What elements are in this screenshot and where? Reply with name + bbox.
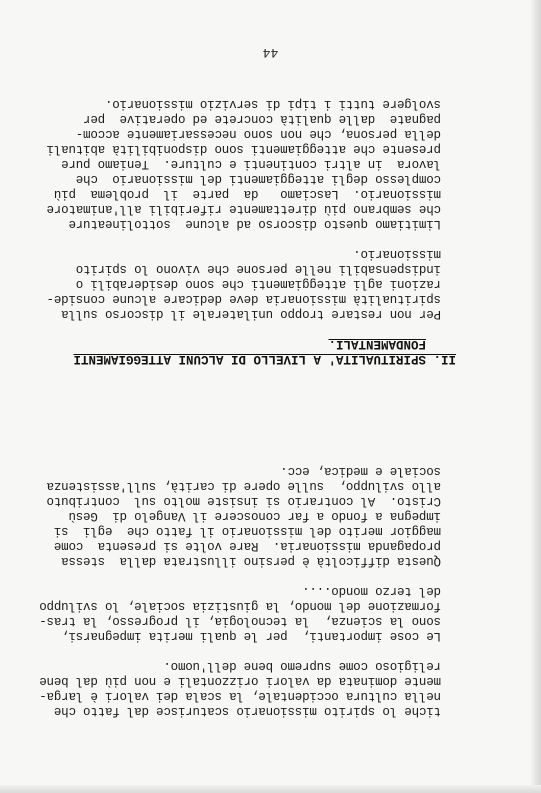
text-line: Le cose importanti, per le quali merita impegnarsi, bbox=[61, 629, 441, 643]
text-line: complesso degli atteggiamenti del missionario che bbox=[75, 172, 441, 186]
text-line: presente che atteggiamenti sono disponibilità abituali bbox=[46, 142, 441, 156]
text-line bbox=[61, 231, 441, 246]
text-line: Cristo. Al contrario si insiste molto sul contributo bbox=[46, 494, 441, 508]
text-line: nella cultura occidentale, la scala dei valori è larga- bbox=[39, 689, 441, 703]
text-line: razioni agli atteggiamenti che sono desiderabili o bbox=[75, 277, 441, 291]
text-line: religioso come supremo bene dell'uomo. bbox=[163, 659, 441, 673]
text-line: del terzo mondo.... bbox=[302, 584, 441, 598]
section-one-text bbox=[39, 463, 441, 718]
text-line: indispensabili nelle persone che vivono lo spirito bbox=[75, 262, 441, 276]
text-line: missionario. bbox=[353, 247, 441, 261]
section-heading bbox=[56, 336, 456, 366]
text-line: propaganda missionaria. Rare volte si presenta come bbox=[54, 539, 441, 553]
text-line: pagnate dalle qualità concrete ed operative per bbox=[83, 112, 441, 126]
text-line: spiritualità missionaria deve dedicare alcune conside- bbox=[46, 292, 441, 306]
text-line: Limitiamo questo discorso ad alcune sottolineature bbox=[68, 217, 441, 231]
text-line: sociale e medica, ecc. bbox=[280, 464, 441, 478]
text-line bbox=[61, 568, 441, 583]
text-line: svolgere tutti i tipi di servizio missionario. bbox=[105, 97, 441, 111]
section-two-text bbox=[46, 96, 441, 321]
heading-line-1: II. SPIRITUALITA' A LIVELLO DI ALCUNI ATTEGGIAMENTI bbox=[73, 352, 456, 366]
text-line: mente dominata da valori orizzontali e non più dal bene bbox=[39, 674, 441, 688]
text-line: lavora in altri continenti e culture. Teniamo pure bbox=[61, 157, 441, 171]
text-line: Per non restare troppo unilaterale il discorso sulla bbox=[61, 307, 441, 321]
text-line: tiche lo spirito missionario scaturisce dal fatto che bbox=[54, 704, 441, 718]
text-line: impegna a fondo a far conoscere il Vangelo di Gesù bbox=[68, 509, 441, 523]
text-line: Questa difficoltà è persino illustrata dalla stessa bbox=[61, 554, 441, 568]
text-line: formazione del mondo, la giustizia sociale, lo sviluppo bbox=[39, 599, 441, 613]
text-line: della persona, che non sono necessariamente accom- bbox=[75, 127, 441, 141]
text-line: allo sviluppo, sulle opere di carità, sull'assistenza bbox=[46, 479, 441, 493]
text-line: che sembrano più direttamente riferibili all'animatore bbox=[46, 202, 441, 216]
heading-line-2: FONDAMENTALI. bbox=[328, 337, 426, 351]
text-line bbox=[61, 643, 441, 658]
page-number: 44 bbox=[262, 45, 279, 60]
text-line: sono la scienza, la tecnologia, il progresso, la tras- bbox=[39, 614, 441, 628]
text-line: maggior merito del missionario il fatto che egli si bbox=[54, 524, 441, 538]
text-line: missionario. Lasciamo da parte il problema più bbox=[54, 187, 441, 201]
